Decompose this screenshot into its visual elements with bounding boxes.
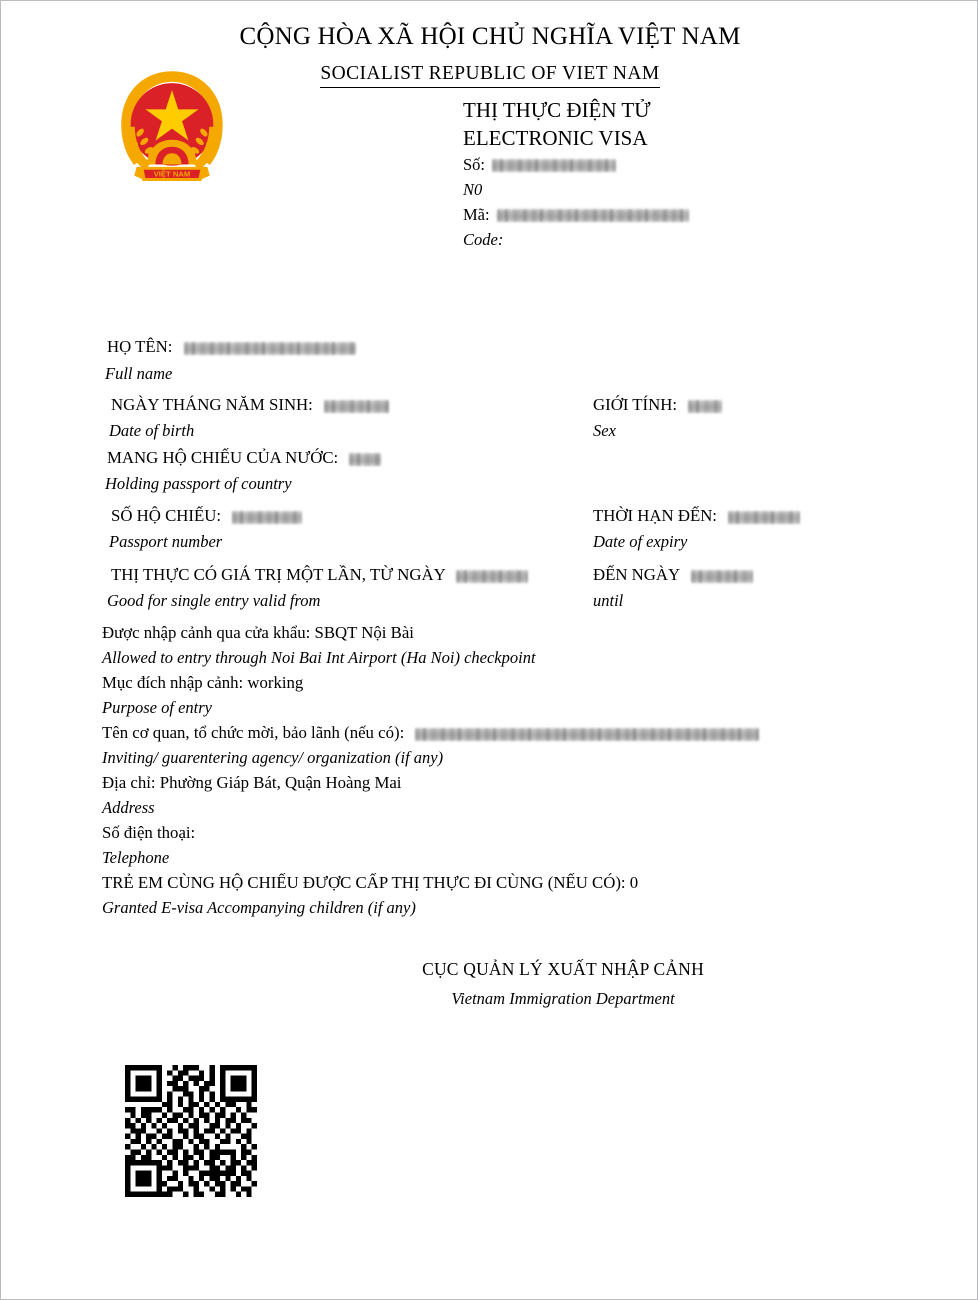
valid-until-label-english: until [593,591,624,610]
visa-code-label: Mã: [463,205,490,225]
valid-until-row [593,567,753,584]
dob-label: NGÀY THÁNG NĂM SINH: [111,395,313,414]
children-label-english: Granted E-visa Accompanying children (if any) [102,898,416,917]
full-name-label-english: Full name [105,364,173,383]
visa-number-redacted-value [492,159,616,172]
checkpoint-label: Được nhập cảnh qua cửa khẩu: SBQT Nội Bài [102,623,414,642]
national-title-vietnamese: CỘNG HÒA XÃ HỘI CHỦ NGHĨA VIỆT NAM [239,23,741,50]
inviting-agency-row [102,725,759,742]
passport-number-redacted-value [232,511,302,524]
expiry-label: THỜI HẠN ĐẾN: [593,506,717,525]
valid-from-label-english: Good for single entry valid from [107,591,321,610]
sex-label: GIỚI TÍNH: [593,395,678,414]
emblem-banner-text: VIỆT NAM [153,169,191,179]
signature-block [1,961,978,1007]
valid-from-redacted-value [456,570,528,583]
valid-until-label: ĐẾN NGÀY [593,565,680,584]
passport-number-label-english: Passport number [109,532,223,551]
valid-until-redacted-value [691,570,753,583]
national-title-english: SOCIALIST REPUBLIC OF VIET NAM [320,63,659,88]
visa-code-label-english: Code: [463,229,504,249]
visa-code-redacted-value [497,209,689,222]
telephone-label-english: Telephone [102,848,170,867]
expiry-redacted-value [728,511,800,524]
dob-redacted-value [324,400,389,413]
visa-identifier-block [463,97,923,252]
vietnam-national-emblem-icon [113,63,231,189]
doc-title-vietnamese: THỊ THỰC ĐIỆN TỬ [463,98,651,122]
qr-code[interactable] [125,1065,257,1197]
visa-code-row [463,203,923,227]
children-label: TRẺ EM CÙNG HỘ CHIẾU ĐƯỢC CẤP THỊ THỰC ĐI CÙNG (NẾU CÓ): 0 [102,873,639,892]
purpose-label-english: Purpose of entry [102,698,212,717]
telephone-label: Số điện thoại: [102,823,196,842]
dob-label-english: Date of birth [109,421,195,440]
inviting-agency-label: Tên cơ quan, tổ chức mời, bảo lãnh (nếu có): [102,723,405,742]
passport-country-redacted-value [349,453,381,466]
address-label: Địa chỉ: Phường Giáp Bát, Quận Hoàng Mai [102,773,402,792]
expiry-row [593,508,800,525]
purpose-label: Mục đích nhập cảnh: working [102,673,304,692]
passport-number-label: SỐ HỘ CHIẾU: [111,506,222,525]
inviting-agency-label-english: Inviting/ guarentering agency/ organization (if any) [102,748,444,767]
inviting-agency-redacted-value [415,728,759,741]
checkpoint-label-english: Allowed to entry through Noi Bai Int Airport (Ha Noi) checkpoint [102,648,536,667]
passport-country-label-english: Holding passport of country [105,474,292,493]
valid-from-row [111,567,528,584]
visa-number-label-english: N0 [463,179,483,199]
sex-label-english: Sex [593,421,616,440]
passport-country-row [107,450,381,467]
visa-number-row [463,153,923,177]
address-label-english: Address [102,798,155,817]
dob-row [111,397,389,414]
passport-country-label: MANG HỘ CHIẾU CỦA NƯỚC: [107,448,339,467]
full-name-row [107,339,356,356]
full-name-redacted-value [184,342,356,355]
issuing-authority-english: Vietnam Immigration Department [451,988,675,1008]
doc-title-english: ELECTRONIC VISA [463,125,648,150]
sex-row [593,397,722,414]
expiry-label-english: Date of expiry [593,532,688,551]
valid-from-label: THỊ THỰC CÓ GIÁ TRỊ MỘT LẦN, TỪ NGÀY [111,565,446,584]
issuing-authority-vietnamese: CỤC QUẢN LÝ XUẤT NHẬP CẢNH [422,959,704,979]
visa-number-label: Số: [463,155,486,175]
passport-number-row [111,508,302,525]
full-name-label: HỌ TÊN: [107,337,173,356]
sex-redacted-value [688,400,722,413]
